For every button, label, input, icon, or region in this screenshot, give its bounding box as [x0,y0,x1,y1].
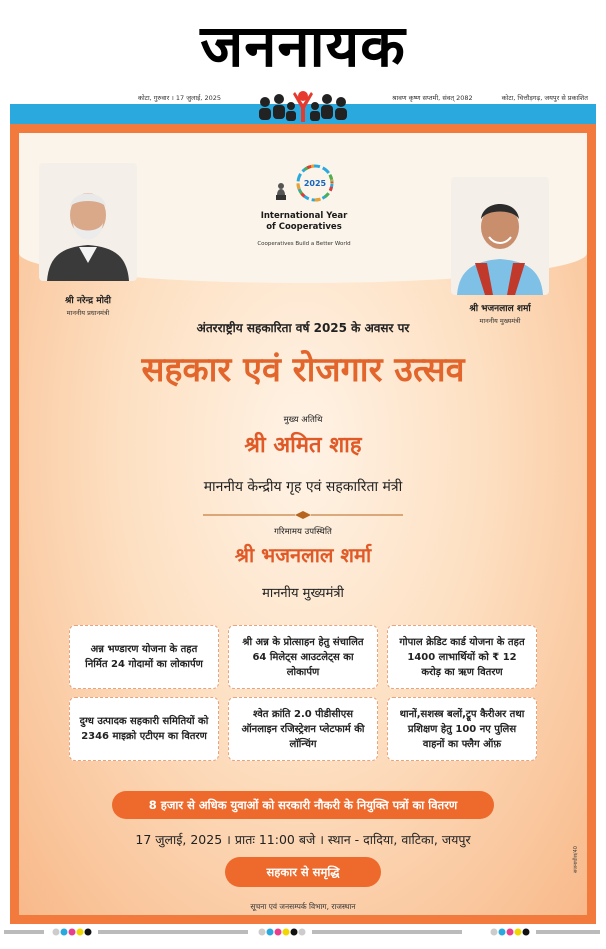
initiative-card: दुग्ध उत्पादक सहकारी समितियों को 2346 माइक्रो एटीएम का वितरण [69,697,219,761]
pm-caption [23,293,153,317]
chief-guest-name: श्री अमित शाह [244,433,362,458]
chief-guest-label: मुख्य अतिथि [283,415,323,425]
logo-year: 2025 [303,179,326,188]
masthead [0,0,606,92]
iyc-logo-block [249,145,359,247]
presence-name: श्री भजनलाल शर्मा [234,543,372,567]
newspaper-title: जननायक [200,12,406,80]
department-credit: सूचना एवं जनसम्पर्क विभाग, राजस्थान [250,902,356,911]
pm-portrait [39,163,137,281]
advertisement-frame [10,124,596,924]
presence-label: गरिमामय उपस्थिति [274,527,332,537]
advertisement-panel [19,133,587,915]
cm-portrait [451,177,549,295]
pm-designation: माननीय प्रधानमंत्री [66,309,110,317]
editions-line: कोटा, चित्तौड़गढ़, जयपुर से प्रकाशित [501,94,588,102]
event-date-venue: 17 जुलाई, 2025 । प्रातः 11:00 बजे । स्थान - दादिया, वाटिका, जयपुर [135,832,471,847]
appointment-banner: 8 हजार से अधिक युवाओं को सरकारी नौकरी के नियुक्ति पत्रों का वितरण [112,791,494,819]
initiative-card: थानों,सशस्त्र बलों,ट्रूप कैरीअर तथा प्रशिक्षण हेतु 100 नए पुलिस वाहनों का फ्लैग ऑफ़ [387,697,537,761]
national-emblem-icon [273,181,289,203]
occasion-text: अंतरराष्ट्रीय सहकारिता वर्ष 2025 के अवसर पर [196,321,410,335]
logo-tagline: Cooperatives Build a Better World [257,241,351,247]
cm-designation: माननीय मुख्यमंत्री [479,317,521,325]
print-registration-bar [0,927,606,937]
ad-code: सजनाधीश/40 [573,846,579,873]
people-logo-icon [255,88,351,128]
initiative-card: गोपाल क्रेडिट कार्ड योजना के तहत 1400 लाभार्थियों को ₹ 12 करोड़ का ऋण वितरण [387,625,537,689]
chief-guest-designation: माननीय केन्द्रीय गृह एवं सहकारिता मंत्री [203,479,403,495]
presence-designation: माननीय मुख्यमंत्री [262,586,344,601]
cooperatives-2025-logo-icon [295,163,335,203]
samvat-line: श्रावण कृष्ण सप्तमी, संवत् 2082 [392,94,473,102]
event-headline: सहकार एवं रोजगार उत्सव [141,350,465,390]
ornament-divider [203,511,403,519]
cm-name: श्री भजनलाल शर्मा [469,304,531,314]
initiative-card: श्वेत क्रांति 2.0 पीडीसीएस ऑनलाइन रजिस्ट्रेशन प्लेटफार्म की लॉन्चिंग [228,697,378,761]
slogan-pill: सहकार से समृद्धि [225,857,381,887]
initiative-card: अन्न भण्डारण योजना के तहत निर्मित 24 गोदामों का लोकार्पण [69,625,219,689]
logo-title: International Year of Cooperatives [260,211,348,232]
date-line: कोटा, गुरुवार । 17 जुलाई, 2025 [138,94,221,102]
initiative-card: श्री अन्न के प्रोत्साहन हेतु संचालित 64 मिलेट्स आउटलेट्स का लोकार्पण [228,625,378,689]
pm-name: श्री नरेन्द्र मोदी [64,296,112,306]
